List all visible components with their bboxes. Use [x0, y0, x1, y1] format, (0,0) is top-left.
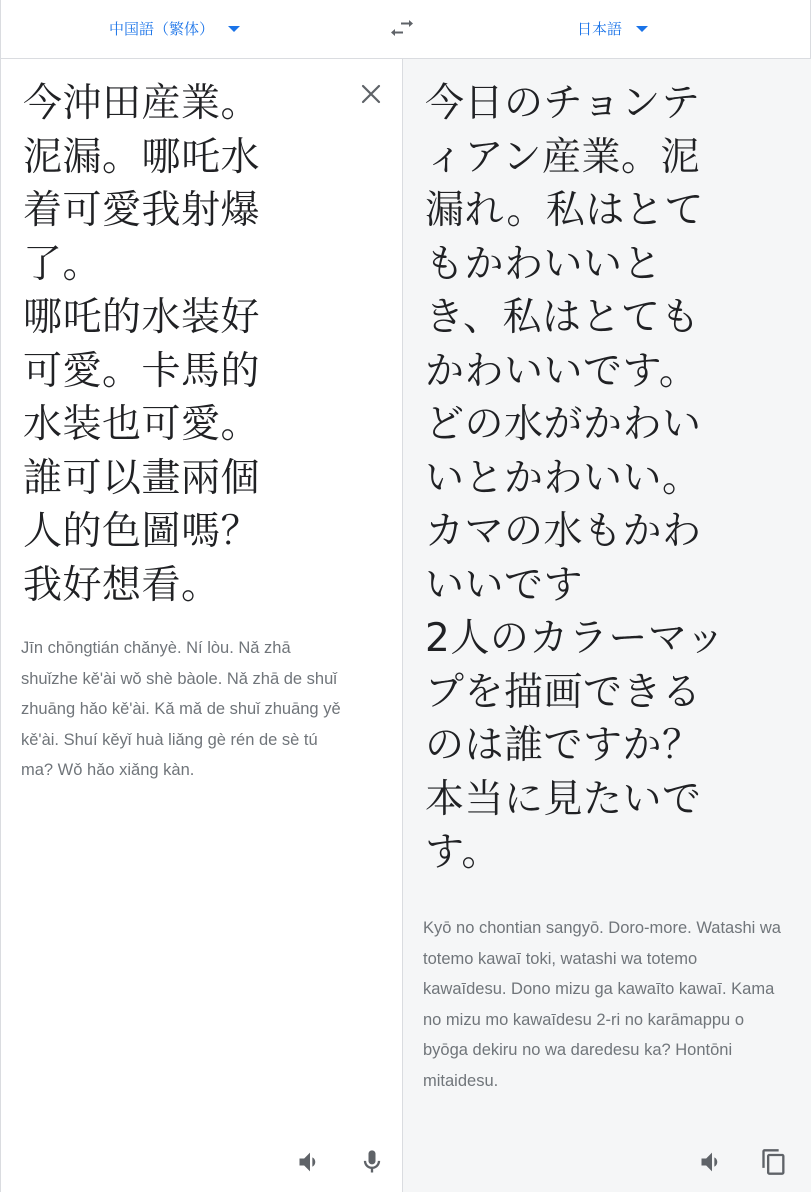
target-language-selector[interactable] [577, 16, 648, 40]
source-transliteration: Jīn chōngtián chǎnyè. Ní lòu. Nǎ zhā shuǐzhe kě'ài wǒ shè bàole. Nǎ zhā de shuǐ zhuāng hǎo kě'ài. Kǎ mǎ de shuǐ zhuāng yě kě'ài. Shuí kěyǐ huà liǎng gè rén de sè tú ma? Wǒ hǎo xiǎng kàn. [21, 639, 341, 779]
language-bar [1, 0, 810, 59]
chevron-down-icon [636, 26, 648, 32]
microphone-icon [358, 1148, 386, 1176]
speaker-icon [698, 1148, 726, 1176]
translation-output: 今日のチョンテ ィアン産業。泥 漏れ。私はとて もかわいいと き、私はとても かわいいです。 どの水がかわい いとかわいい。 カマの水もかわ いいです 2人のカラーマッ プを描画できる のは誰ですか？ 本当に見たいで す。 [425, 81, 726, 875]
speaker-icon [296, 1148, 324, 1176]
voice-input-button[interactable] [357, 1147, 387, 1177]
source-language-label: 中国語（繁体） [109, 19, 215, 38]
target-pane [402, 59, 811, 1192]
target-language-label: 日本語 [577, 19, 623, 38]
close-icon [358, 81, 384, 107]
listen-translation-button[interactable] [697, 1147, 727, 1177]
listen-source-button[interactable] [295, 1147, 325, 1177]
source-language-selector[interactable] [109, 16, 240, 40]
copy-icon [760, 1148, 788, 1176]
source-pane [1, 59, 402, 1192]
chevron-down-icon [228, 26, 240, 32]
copy-translation-button[interactable] [759, 1147, 789, 1177]
clear-source-button[interactable] [358, 81, 384, 107]
target-transliteration: Kyō no chontian sangyō. Doro-more. Watashi wa totemo kawaī toki, watashi wa totemo kawaīdesu. Dono mizu ga kawaīto kawaī. Kama no mizu mo kawaīdesu 2-ri no karāmappu o byōga dekiru no wa daredesu ka? Hontōni mitaidesu. [423, 919, 781, 1090]
swap-horiz-icon [389, 16, 415, 40]
source-text-input[interactable]: 今沖田産業。 泥漏。哪吒水 着可愛我射爆 了。 哪吒的水装好 可愛。卡馬的 水装也可愛。 誰可以畫兩個 人的色圖嗎？ 我好想看。 [23, 81, 261, 608]
swap-languages-button[interactable] [389, 16, 415, 40]
